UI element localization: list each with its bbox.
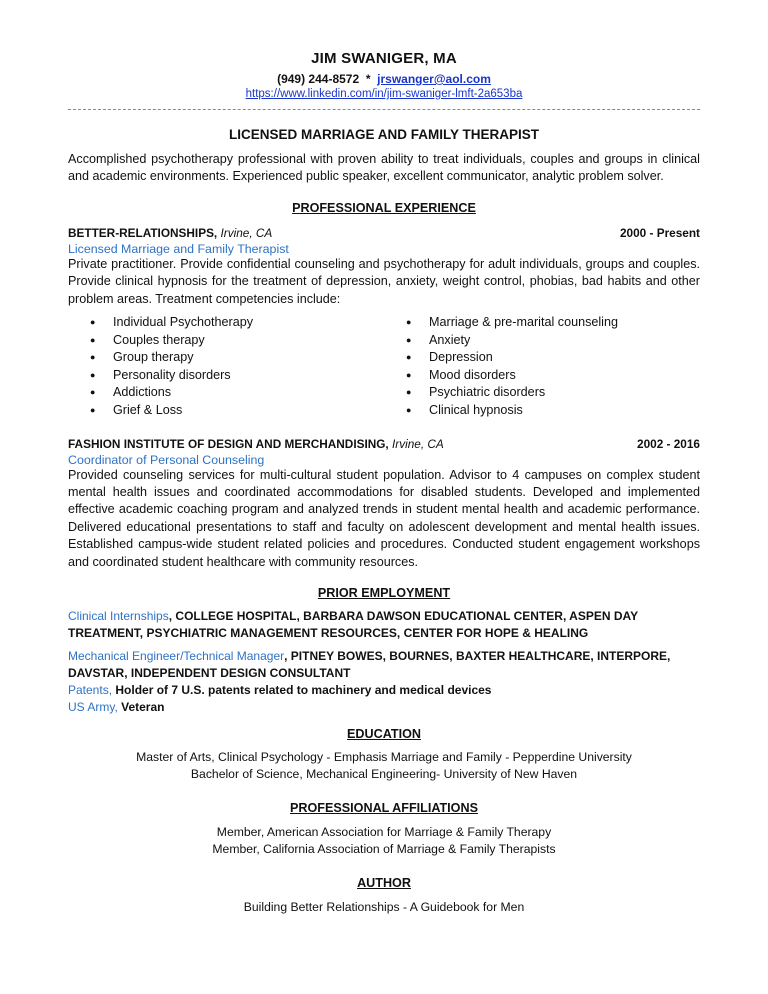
bullet-icon: ● — [406, 387, 412, 398]
prior-entry — [68, 682, 700, 699]
competency-item — [68, 314, 384, 332]
prior-entry — [68, 608, 700, 642]
job-org-line — [68, 226, 272, 240]
competency-label: Psychiatric disorders — [429, 385, 546, 400]
competency-label: Anxiety — [429, 332, 471, 347]
prior-entry-label: US Army, — [68, 700, 118, 715]
contact-line — [68, 72, 700, 86]
prior-entry-label: Patents, — [68, 683, 113, 698]
competency-label: Depression — [429, 350, 493, 365]
prior-entry-label: Mechanical Engineer/Technical Manager — [68, 649, 285, 664]
prior-employment-title: PRIOR EMPLOYMENT — [317, 586, 451, 601]
author-book-line: Building Better Relationships - A Guidebook for Men — [243, 899, 525, 914]
competency-label: Grief & Loss — [113, 403, 183, 417]
affiliation-line: Member, American Association for Marriage & Family Therapy — [216, 824, 552, 839]
competency-item — [384, 314, 700, 332]
competency-label: Addictions — [113, 385, 172, 400]
prior-entry — [68, 699, 700, 716]
professional-headline: LICENSED MARRIAGE AND FAMILY THERAPIST — [228, 127, 540, 142]
prior-entry-label: Clinical Internships — [68, 609, 169, 624]
bullet-icon: ● — [406, 334, 412, 345]
bullet-icon: ● — [406, 317, 412, 328]
author-section-title: AUTHOR — [357, 875, 411, 890]
prior-entry-text: PITNEY BOWES, BOURNES, BAXTER HEALTHCARE, INTERPORE, DAVSTAR, INDEPENDENT DESIGN CONSULTANT — [68, 649, 671, 681]
candidate-name: JIM SWANIGER, MA — [311, 50, 457, 67]
affiliation-line: Member, California Association of Marriage & Family Therapists — [212, 842, 556, 857]
competency-label: Clinical hypnosis — [429, 403, 523, 417]
competency-label: Group therapy — [113, 350, 194, 365]
email-link[interactable]: jrswanger@aol.com — [377, 72, 491, 86]
competency-item — [68, 367, 384, 385]
prior-entry-text: COLLEGE HOSPITAL, BARBARA DAWSON EDUCATIONAL CENTER, ASPEN DAY TREATMENT, PSYCHIATRIC MANAGEMENT RESOURCES, CENTER FOR HOPE & HEALING — [68, 609, 638, 641]
bullet-icon: ● — [90, 352, 96, 363]
job-org-line — [68, 437, 444, 451]
job-location: Irvine, CA — [392, 436, 444, 451]
competency-item — [384, 384, 700, 402]
bullet-icon: ● — [90, 369, 96, 380]
competency-item — [68, 332, 384, 350]
competency-item — [384, 402, 700, 420]
job-organization: BETTER-RELATIONSHIPS, — [68, 225, 218, 240]
summary-paragraph: Accomplished psychotherapy professional with proven ability to treat individuals, couples and groups in clinical and academic environments. Experienced public speaker, excellent communicator, analytic problem solver. — [68, 152, 700, 184]
bullet-icon: ● — [90, 317, 96, 328]
experience-section-title: PROFESSIONAL EXPERIENCE — [292, 200, 476, 215]
education-line: Master of Arts, Clinical Psychology - Emphasis Marriage and Family - Pepperdine University — [136, 750, 632, 765]
contact-separator: * — [365, 72, 371, 86]
linkedin-line — [68, 88, 700, 100]
job-header — [68, 226, 700, 240]
job-location: Irvine, CA — [220, 225, 273, 240]
competency-item — [384, 332, 700, 350]
bullet-icon: ● — [406, 352, 412, 363]
job-dates: 2000 - Present — [619, 225, 700, 240]
affiliations-section-title: PROFESSIONAL AFFILIATIONS — [290, 800, 478, 815]
job-description: Provided counseling services for multi-cultural student population. Advisor to 4 campuses on complex student mental health issues and coordinated accommodations for disabled students. Developed and implemented effective academic coaching program and analyzed trends in student mental health and academic performance. Delivered educational presentations to staff and faculty on adolescent development and mental health issues. Established campus-wide student related policies and procedures. Conducted student engagement workshops and coordinated student healthcare with community resources. — [68, 467, 700, 569]
prior-entry-sep: , — [284, 649, 288, 664]
bullet-icon: ● — [406, 369, 412, 380]
bullet-icon: ● — [90, 387, 96, 398]
competency-item — [68, 402, 384, 420]
job-role: Licensed Marriage and Family Therapist — [68, 241, 289, 256]
competency-label: Individual Psychotherapy — [113, 315, 254, 330]
competencies-column-right — [384, 314, 700, 420]
linkedin-link[interactable]: https://www.linkedin.com/in/jim-swaniger-lmft-2a653ba — [245, 88, 523, 100]
job-header — [68, 437, 700, 451]
job-dates: 2002 - 2016 — [637, 436, 700, 451]
bullet-icon: ● — [406, 405, 412, 415]
prior-entry-text: Holder of 7 U.S. patents related to machinery and medical devices — [112, 683, 492, 698]
prior-entry — [68, 648, 700, 682]
competency-item — [68, 349, 384, 367]
competency-label: Personality disorders — [113, 367, 231, 382]
job-organization: FASHION INSTITUTE OF DESIGN AND MERCHANDISING, — [68, 436, 389, 451]
education-line: Bachelor of Science, Mechanical Engineering- University of New Haven — [190, 767, 578, 782]
bullet-icon: ● — [90, 334, 96, 345]
competencies-column-left — [68, 314, 384, 420]
competency-item — [68, 384, 384, 402]
competency-item — [384, 349, 700, 367]
header-divider — [68, 109, 700, 110]
education-section-title: EDUCATION — [347, 727, 421, 742]
competency-label: Marriage & pre-marital counseling — [429, 315, 618, 330]
competency-label: Couples therapy — [113, 332, 205, 347]
bullet-icon: ● — [90, 405, 96, 415]
competency-item — [384, 367, 700, 385]
competencies-list — [68, 314, 700, 420]
competency-label: Mood disorders — [429, 367, 516, 382]
prior-entry-sep: , — [168, 609, 173, 624]
prior-entry-text: Veteran — [117, 700, 165, 715]
phone-number: (949) 244-8572 — [277, 72, 360, 86]
job-role: Coordinator of Personal Counseling — [68, 452, 265, 467]
job-description: Private practitioner. Provide confidential counseling and psychotherapy for adult individuals, groups and couples. Provide clinical hypnosis for the treatment of depression, anxiety, weight control, phobias, bad habits and other problem areas. Treatment competencies include: — [68, 256, 700, 306]
